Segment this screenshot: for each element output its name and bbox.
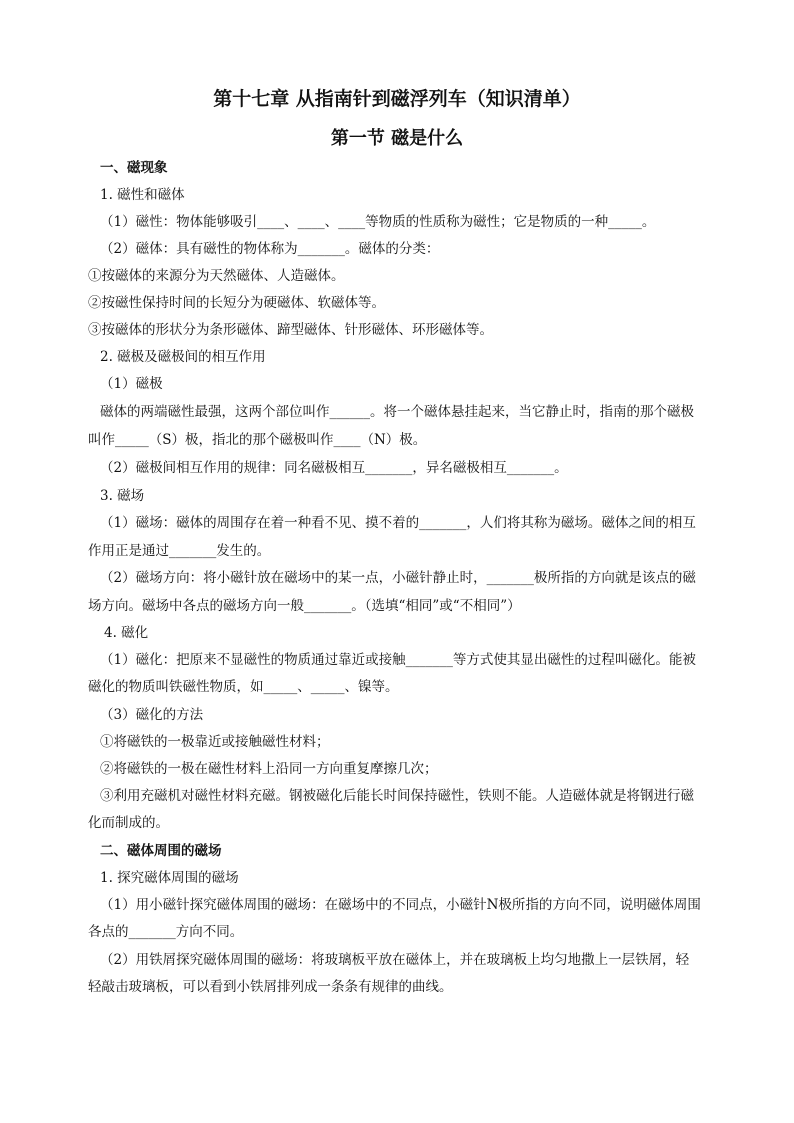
text-line: （1）用小磁针探究磁体周围的磁场：在磁场中的不同点，小磁针N极所指的方向不同，说明磁体周围: [100, 897, 701, 913]
text-line: （2）磁体：具有磁性的物体称为_______。磁体的分类：: [100, 241, 440, 257]
text-line: （1）磁极: [100, 376, 163, 392]
text-line: （1）磁场：磁体的周围存在着一种看不见、摸不着的_______，人们将其称为磁场。磁体之间的相互: [100, 515, 696, 531]
text-line: 轻敲击玻璃板，可以看到小铁屑排列成一条条有规律的曲线。: [88, 979, 453, 995]
chapter-title: 第十七章 从指南针到磁浮列车（知识清单）: [213, 88, 581, 110]
subheading-explore: 1. 探究磁体周围的磁场: [100, 870, 239, 886]
text-line: 磁体的两端磁性最强，这两个部位叫作______。将一个磁体悬挂起来，当它静止时，指南的那个磁极: [100, 404, 694, 420]
text-line: 化而制成的。: [88, 815, 169, 831]
text-line: （1）磁化：把原来不显磁性的物质通过靠近或接触_______等方式使其显出磁性的过程叫磁化。能被: [100, 652, 696, 668]
text-line: （2）用铁屑探究磁体周围的磁场：将玻璃板平放在磁体上，并在玻璃板上均匀地撒上一层铁屑，轻: [100, 952, 690, 968]
text-line: （2）磁场方向：将小磁针放在磁场中的某一点，小磁针静止时，_______极所指的方向就是该点的磁: [100, 570, 696, 586]
text-line: 叫作_____（S）极，指北的那个磁极叫作____（N）极。: [88, 432, 427, 448]
text-line: 场方向。磁场中各点的磁场方向一般_______。（选填“相同”或“不相同”）: [88, 598, 521, 614]
text-line: 磁化的物质叫铁磁性物质，如_____、_____、镍等。: [88, 679, 399, 695]
subheading-magnetization: 4. 磁化: [104, 625, 149, 641]
text-line: ①按磁体的来源分为天然磁体、人造磁体。: [88, 268, 345, 284]
heading-magnetic-phenomena: 一、磁现象: [100, 160, 168, 176]
text-line: （3）磁化的方法: [100, 707, 204, 723]
text-line: 作用正是通过_______发生的。: [88, 543, 271, 559]
text-line: （2）磁极间相互作用的规律：同名磁极相互_______，异名磁极相互_______。: [100, 460, 568, 476]
text-line: ①将磁铁的一极靠近或接触磁性材料；: [100, 734, 330, 750]
text-line: ③利用充磁机对磁性材料充磁。钢被磁化后能长时间保持磁性，铁则不能。人造磁体就是将钢进行磁: [100, 788, 694, 804]
text-line: ②按磁性保持时间的长短分为硬磁体、软磁体等。: [88, 295, 385, 311]
text-line: （1）磁性：物体能够吸引____、____、____等物质的性质称为磁性；它是物质的一种_____。: [100, 214, 656, 230]
heading-field-around-magnet: 二、磁体周围的磁场: [100, 843, 222, 859]
subheading-field: 3. 磁场: [100, 488, 145, 504]
subheading-poles: 2. 磁极及磁极间的相互作用: [100, 349, 266, 365]
text-line: 各点的_______方向不同。: [88, 924, 244, 940]
text-line: ②将磁铁的一极在磁性材料上沿同一方向重复摩擦几次；: [100, 761, 438, 777]
section-title: 第一节 磁是什么: [330, 128, 464, 149]
text-line: ③按磁体的形状分为条形磁体、蹄型磁体、针形磁体、环形磁体等。: [88, 322, 493, 338]
subheading-magnetism: 1. 磁性和磁体: [100, 187, 185, 203]
